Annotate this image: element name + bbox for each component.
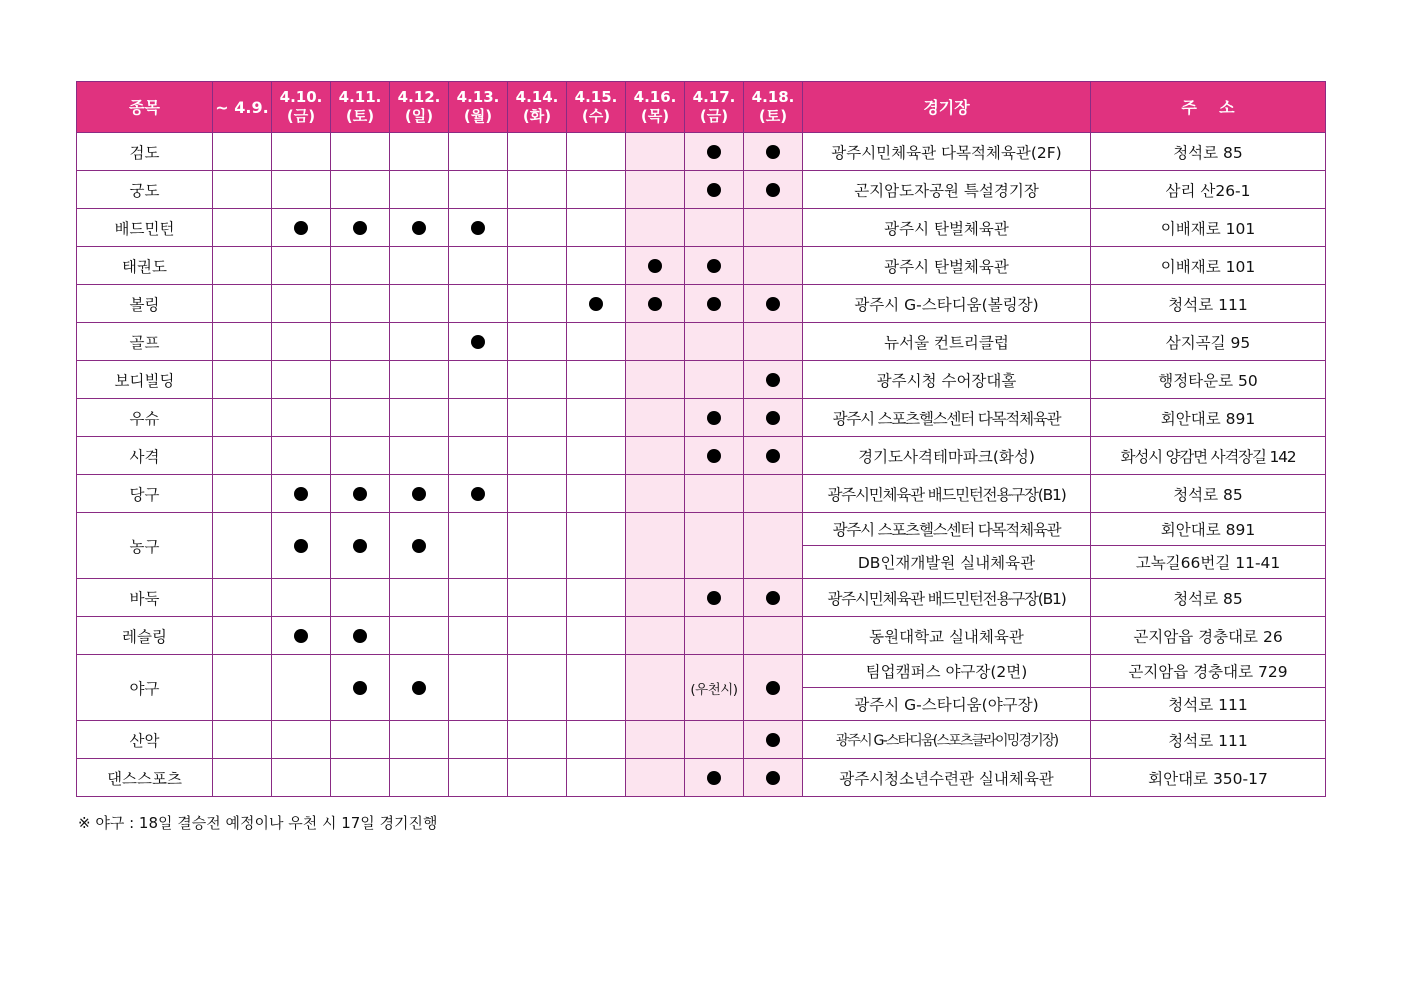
- schedule-cell: [626, 437, 685, 475]
- venue-address: 행정타운로 50: [1091, 361, 1326, 399]
- schedule-cell: [213, 285, 272, 323]
- schedule-cell: [213, 655, 272, 721]
- sport-name: 댄스스포츠: [77, 759, 213, 797]
- schedule-cell: [685, 475, 744, 513]
- event-dot-icon: [648, 259, 662, 273]
- schedule-cell: [272, 617, 331, 655]
- schedule-cell: [744, 247, 803, 285]
- schedule-cell: [626, 579, 685, 617]
- schedule-cell: [567, 655, 626, 721]
- sport-name: 산악: [77, 721, 213, 759]
- schedule-cell: [626, 361, 685, 399]
- schedule-cell: [331, 617, 390, 655]
- venue-address: 회안대로 350-17: [1091, 759, 1326, 797]
- schedule-cell: [331, 399, 390, 437]
- schedule-cell: [567, 475, 626, 513]
- event-dot-icon: [471, 487, 485, 501]
- schedule-cell: [685, 579, 744, 617]
- schedule-cell: [567, 323, 626, 361]
- schedule-cell: [213, 247, 272, 285]
- event-dot-icon: [707, 591, 721, 605]
- schedule-cell: [449, 759, 508, 797]
- schedule-cell: [272, 655, 331, 721]
- schedule-cell: [213, 399, 272, 437]
- schedule-cell: [744, 759, 803, 797]
- header-date: 4.16. (목): [626, 82, 685, 133]
- schedule-cell: [626, 513, 685, 579]
- schedule-cell: [449, 399, 508, 437]
- schedule-cell: [685, 133, 744, 171]
- schedule-cell: [449, 285, 508, 323]
- header-sport: 종목: [77, 82, 213, 133]
- schedule-cell: [331, 209, 390, 247]
- venue-address: 곤지암읍 경충대로 729: [1091, 655, 1326, 688]
- schedule-cell: [331, 171, 390, 209]
- schedule-cell: [626, 721, 685, 759]
- schedule-cell: [508, 475, 567, 513]
- schedule-cell: [213, 617, 272, 655]
- schedule-cell: [626, 171, 685, 209]
- event-dot-icon: [471, 221, 485, 235]
- schedule-cell: [744, 285, 803, 323]
- venue-address: 청석로 111: [1091, 721, 1326, 759]
- schedule-cell: [449, 323, 508, 361]
- event-dot-icon: [471, 335, 485, 349]
- event-dot-icon: [412, 681, 426, 695]
- event-dot-icon: [707, 411, 721, 425]
- schedule-cell: [390, 437, 449, 475]
- sport-name: 골프: [77, 323, 213, 361]
- schedule-cell: [390, 361, 449, 399]
- schedule-cell: [567, 171, 626, 209]
- event-dot-icon: [766, 373, 780, 387]
- header-date: 4.15. (수): [567, 82, 626, 133]
- venue-address: 삼리 산26-1: [1091, 171, 1326, 209]
- venue-name: 팀업캠퍼스 야구장(2면): [803, 655, 1091, 688]
- schedule-cell: [331, 475, 390, 513]
- sport-name: 배드민턴: [77, 209, 213, 247]
- schedule-cell: [626, 133, 685, 171]
- schedule-cell: [744, 655, 803, 721]
- table-row: [77, 247, 1326, 285]
- schedule-cell: [213, 361, 272, 399]
- header-date: 4.11. (토): [331, 82, 390, 133]
- schedule-cell: [272, 437, 331, 475]
- venue-address: 회안대로 891: [1091, 399, 1326, 437]
- event-dot-icon: [707, 183, 721, 197]
- venue-name: 곤지암도자공원 특설경기장: [803, 171, 1091, 209]
- venue-name: 광주시 G-스타디움(야구장): [803, 688, 1091, 721]
- schedule-cell: [626, 399, 685, 437]
- venue-address: 이배재로 101: [1091, 209, 1326, 247]
- schedule-cell: [449, 475, 508, 513]
- schedule-cell: [685, 617, 744, 655]
- event-dot-icon: [766, 771, 780, 785]
- schedule-cell: [331, 285, 390, 323]
- schedule-cell: [508, 285, 567, 323]
- schedule-cell: [508, 617, 567, 655]
- schedule-cell: [272, 513, 331, 579]
- sport-name: 우슈: [77, 399, 213, 437]
- venue-name: 광주시 스포츠헬스센터 다목적체육관: [803, 513, 1091, 546]
- sport-name: 레슬링: [77, 617, 213, 655]
- schedule-cell: [508, 721, 567, 759]
- table-row: [77, 133, 1326, 171]
- venue-address: 회안대로 891: [1091, 513, 1326, 546]
- schedule-cell: [272, 759, 331, 797]
- schedule-cell: [390, 171, 449, 209]
- venue-name: 광주시민체육관 배드민턴전용구장(B1): [803, 475, 1091, 513]
- schedule-cell: [685, 247, 744, 285]
- venue-address: 화성시 양감면 사격장길 142: [1091, 437, 1326, 475]
- schedule-cell: [272, 579, 331, 617]
- schedule-cell: [213, 579, 272, 617]
- schedule-cell: [390, 579, 449, 617]
- venue-name: 광주시 G-스타디움(스포츠클라이밍경기장): [803, 721, 1091, 759]
- venue-address: 삼지곡길 95: [1091, 323, 1326, 361]
- schedule-cell: [272, 475, 331, 513]
- venue-name: 광주시 G-스타디움(볼링장): [803, 285, 1091, 323]
- schedule-cell: [626, 617, 685, 655]
- schedule-cell: [449, 579, 508, 617]
- event-dot-icon: [294, 539, 308, 553]
- event-dot-icon: [412, 221, 426, 235]
- schedule-cell: [213, 209, 272, 247]
- schedule-cell: [685, 209, 744, 247]
- schedule-cell: [213, 721, 272, 759]
- schedule-cell: [331, 513, 390, 579]
- schedule-cell: [744, 171, 803, 209]
- table-row: [77, 361, 1326, 399]
- schedule-cell: [272, 171, 331, 209]
- venue-name: 뉴서울 컨트리클럽: [803, 323, 1091, 361]
- table-row: [77, 513, 1326, 546]
- venue-name: 광주시민체육관 배드민턴전용구장(B1): [803, 579, 1091, 617]
- schedule-cell: [626, 209, 685, 247]
- header-pre-date: ~ 4.9.: [213, 82, 272, 133]
- schedule-cell: [626, 323, 685, 361]
- venue-address: 곤지암읍 경충대로 26: [1091, 617, 1326, 655]
- schedule-cell: [685, 323, 744, 361]
- schedule-cell: [390, 285, 449, 323]
- venue-name: 광주시 스포츠헬스센터 다목적체육관: [803, 399, 1091, 437]
- schedule-cell: [685, 399, 744, 437]
- schedule-cell: [567, 133, 626, 171]
- schedule-cell: [508, 759, 567, 797]
- schedule-cell: [626, 475, 685, 513]
- venue-name: DB인재개발원 실내체육관: [803, 546, 1091, 579]
- table-row: [77, 475, 1326, 513]
- schedule-cell: [390, 617, 449, 655]
- schedule-cell: [744, 617, 803, 655]
- event-dot-icon: [353, 681, 367, 695]
- schedule-cell: [390, 513, 449, 579]
- schedule-cell: [331, 721, 390, 759]
- table-row: [77, 399, 1326, 437]
- event-dot-icon: [766, 449, 780, 463]
- schedule-cell: [213, 323, 272, 361]
- schedule-cell: [272, 399, 331, 437]
- schedule-cell: [744, 721, 803, 759]
- schedule-cell: [685, 171, 744, 209]
- table-row: [77, 655, 1326, 688]
- schedule-cell: [508, 655, 567, 721]
- schedule-cell: [744, 513, 803, 579]
- schedule-cell: [685, 437, 744, 475]
- event-dot-icon: [589, 297, 603, 311]
- schedule-cell: [508, 133, 567, 171]
- schedule-cell: [213, 171, 272, 209]
- event-dot-icon: [353, 487, 367, 501]
- schedule-cell: [567, 579, 626, 617]
- schedule-cell: [567, 209, 626, 247]
- sport-name: 궁도: [77, 171, 213, 209]
- venue-address: 고녹길66번길 11-41: [1091, 546, 1326, 579]
- schedule-cell: [331, 133, 390, 171]
- event-dot-icon: [353, 221, 367, 235]
- header-date: 4.18. (토): [744, 82, 803, 133]
- schedule-cell: [567, 285, 626, 323]
- schedule-cell: [272, 323, 331, 361]
- schedule-cell: [567, 617, 626, 655]
- schedule-cell: [626, 247, 685, 285]
- schedule-cell: [744, 399, 803, 437]
- schedule-cell: [331, 759, 390, 797]
- event-dot-icon: [353, 539, 367, 553]
- schedule-cell: [626, 759, 685, 797]
- venue-address: 청석로 85: [1091, 579, 1326, 617]
- schedule-cell: [567, 399, 626, 437]
- table-row: [77, 759, 1326, 797]
- table-row: [77, 579, 1326, 617]
- sport-name: 당구: [77, 475, 213, 513]
- header-date: 4.14. (화): [508, 82, 567, 133]
- schedule-cell: [390, 475, 449, 513]
- schedule-cell: [331, 437, 390, 475]
- event-dot-icon: [707, 771, 721, 785]
- schedule-cell: [685, 721, 744, 759]
- schedule-cell: [508, 361, 567, 399]
- venue-address: 청석로 85: [1091, 475, 1326, 513]
- schedule-cell: [744, 579, 803, 617]
- schedule-cell: [272, 361, 331, 399]
- schedule-cell: [508, 437, 567, 475]
- schedule-cell: [272, 247, 331, 285]
- schedule-cell: [626, 655, 685, 721]
- schedule-cell: [449, 133, 508, 171]
- venue-name: 광주시 탄벌체육관: [803, 209, 1091, 247]
- schedule-cell: [567, 759, 626, 797]
- table-row: [77, 323, 1326, 361]
- event-dot-icon: [294, 487, 308, 501]
- table-row: [77, 437, 1326, 475]
- event-dot-icon: [353, 629, 367, 643]
- table-row: [77, 721, 1326, 759]
- schedule-cell: [449, 437, 508, 475]
- event-dot-icon: [707, 297, 721, 311]
- schedule-cell: [331, 579, 390, 617]
- sport-name: 바둑: [77, 579, 213, 617]
- schedule-cell: [449, 361, 508, 399]
- event-dot-icon: [294, 629, 308, 643]
- footnote: ※ 야구 : 18일 결승전 예정이나 우천 시 17일 경기진행: [78, 814, 438, 832]
- schedule-cell: [449, 513, 508, 579]
- schedule-cell: [213, 133, 272, 171]
- header-row: [77, 82, 1326, 133]
- schedule-cell: [567, 437, 626, 475]
- schedule-cell: [685, 513, 744, 579]
- schedule-cell: [213, 513, 272, 579]
- schedule-cell: [685, 759, 744, 797]
- sport-name: 농구: [77, 513, 213, 579]
- schedule-cell: [744, 475, 803, 513]
- schedule-cell: [390, 399, 449, 437]
- schedule-cell: [685, 361, 744, 399]
- event-dot-icon: [766, 591, 780, 605]
- table-row: [77, 209, 1326, 247]
- event-dot-icon: [707, 259, 721, 273]
- schedule-cell: [390, 209, 449, 247]
- venue-address: 청석로 111: [1091, 688, 1326, 721]
- event-dot-icon: [766, 145, 780, 159]
- event-dot-icon: [412, 539, 426, 553]
- event-dot-icon: [707, 145, 721, 159]
- table-row: [77, 617, 1326, 655]
- event-dot-icon: [294, 221, 308, 235]
- event-dot-icon: [766, 183, 780, 197]
- schedule-cell: [213, 437, 272, 475]
- event-dot-icon: [766, 411, 780, 425]
- schedule-cell: [744, 323, 803, 361]
- schedule-cell: [390, 133, 449, 171]
- schedule-cell: [567, 247, 626, 285]
- event-dot-icon: [707, 449, 721, 463]
- schedule-cell: [331, 323, 390, 361]
- schedule-cell: [449, 171, 508, 209]
- schedule-cell: [744, 361, 803, 399]
- schedule-cell: [272, 133, 331, 171]
- schedule-cell: [390, 655, 449, 721]
- schedule-cell: [213, 475, 272, 513]
- schedule-cell: [449, 655, 508, 721]
- sport-name: 보디빌딩: [77, 361, 213, 399]
- schedule-cell: [508, 323, 567, 361]
- sport-name: 볼링: [77, 285, 213, 323]
- sport-name: 태권도: [77, 247, 213, 285]
- schedule-cell: [744, 437, 803, 475]
- rain-note: (우천시): [690, 681, 738, 698]
- schedule-cell: [449, 721, 508, 759]
- venue-address: 이배재로 101: [1091, 247, 1326, 285]
- table-row: [77, 171, 1326, 209]
- schedule-cell: [508, 399, 567, 437]
- header-date: 4.10. (금): [272, 82, 331, 133]
- event-dot-icon: [648, 297, 662, 311]
- schedule-cell: [744, 209, 803, 247]
- schedule-cell: [508, 579, 567, 617]
- schedule-cell: [626, 285, 685, 323]
- schedule-cell: [449, 247, 508, 285]
- schedule-cell: [567, 513, 626, 579]
- schedule-cell: [272, 721, 331, 759]
- schedule-cell: [508, 209, 567, 247]
- schedule-cell: [390, 721, 449, 759]
- venue-name: 광주시 탄벌체육관: [803, 247, 1091, 285]
- sport-name: 검도: [77, 133, 213, 171]
- schedule-cell: [449, 209, 508, 247]
- schedule-cell: [685, 655, 744, 721]
- schedule-cell: [390, 323, 449, 361]
- header-address: 주 소: [1091, 82, 1326, 133]
- venue-name: 광주시민체육관 다목적체육관(2F): [803, 133, 1091, 171]
- schedule-cell: [331, 361, 390, 399]
- event-dot-icon: [766, 733, 780, 747]
- venue-name: 동원대학교 실내체육관: [803, 617, 1091, 655]
- event-dot-icon: [766, 681, 780, 695]
- schedule-cell: [390, 759, 449, 797]
- venue-address: 청석로 111: [1091, 285, 1326, 323]
- schedule-cell: [331, 655, 390, 721]
- header-date: 4.17. (금): [685, 82, 744, 133]
- header-venue: 경기장: [803, 82, 1091, 133]
- schedule-cell: [213, 759, 272, 797]
- event-dot-icon: [766, 297, 780, 311]
- schedule-cell: [331, 247, 390, 285]
- venue-name: 광주시청 수어장대홀: [803, 361, 1091, 399]
- venue-name: 광주시청소년수련관 실내체육관: [803, 759, 1091, 797]
- schedule-cell: [449, 617, 508, 655]
- header-date: 4.12. (일): [390, 82, 449, 133]
- venue-name: 경기도사격테마파크(화성): [803, 437, 1091, 475]
- sport-name: 사격: [77, 437, 213, 475]
- table-row: [77, 285, 1326, 323]
- event-dot-icon: [412, 487, 426, 501]
- schedule-cell: [744, 133, 803, 171]
- venue-address: 청석로 85: [1091, 133, 1326, 171]
- schedule-cell: [508, 513, 567, 579]
- schedule-cell: [272, 285, 331, 323]
- schedule-cell: [390, 247, 449, 285]
- schedule-cell: [685, 285, 744, 323]
- sport-name: 야구: [77, 655, 213, 721]
- schedule-cell: [272, 209, 331, 247]
- schedule-cell: [567, 361, 626, 399]
- schedule-cell: [508, 247, 567, 285]
- schedule-cell: [567, 721, 626, 759]
- schedule-table: [76, 81, 1326, 797]
- schedule-cell: [508, 171, 567, 209]
- header-date: 4.13. (월): [449, 82, 508, 133]
